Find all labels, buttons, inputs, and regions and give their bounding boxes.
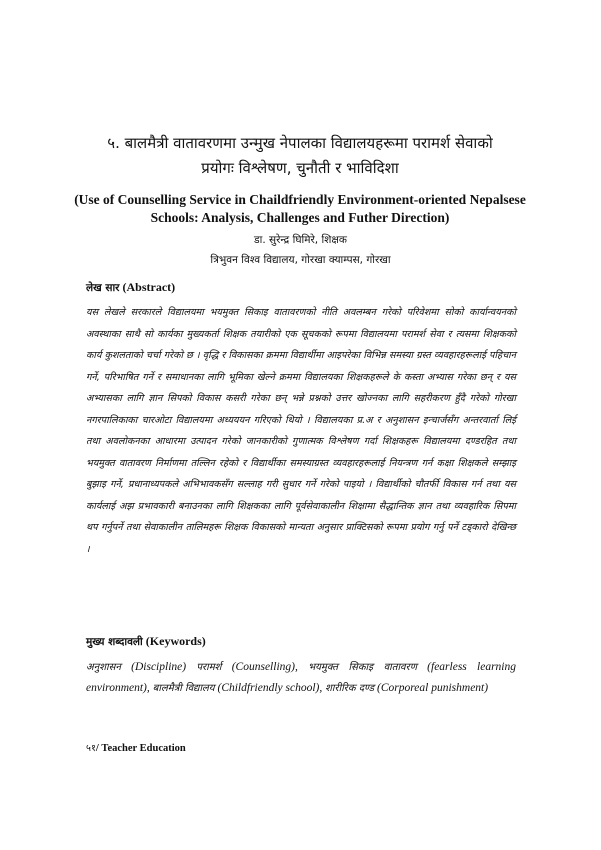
keyword-nepali: शारीरिक दण्ड — [325, 683, 375, 694]
author-name: डा. सुरेन्द्र घिमिरे, शिक्षक — [254, 234, 347, 246]
keywords-heading — [86, 633, 206, 650]
keywords-heading-english: (Keywords) — [145, 634, 206, 648]
keyword-english: (Counselling), — [231, 661, 298, 673]
keyword-nepali: अनुशासन — [86, 662, 121, 673]
keyword-english: (Childfriendly school), — [217, 682, 323, 694]
keyword-english: (fearless learning environment), — [86, 661, 516, 694]
abstract-heading-nepali: लेख सार — [86, 282, 120, 294]
title-english-line-1: (Use of Counselling Service in Chaildfriendly Environment-oriented Nepalsese — [74, 192, 526, 207]
author-affiliation: त्रिभुवन विश्व विद्यालय, गोरखा क्याम्पस, गोरखा — [210, 254, 391, 266]
article-title-english — [70, 191, 530, 227]
page-footer — [86, 741, 186, 754]
keyword-nepali: भयमुक्त सिकाइ वातावरण — [308, 662, 417, 673]
title-english-line-2: Schools: Analysis, Challenges and Futher Direction) — [150, 210, 450, 225]
title-nepali-line-2: प्रयोगः विश्लेषण, चुनौती र भाविदिशा — [201, 159, 399, 177]
journal-name: / Teacher Education — [95, 743, 186, 754]
article-title-nepali — [60, 131, 540, 181]
keyword-english: (Discipline) — [131, 661, 187, 673]
keyword-english: (Corporeal punishment) — [377, 682, 489, 694]
keywords-heading-nepali: मुख्य शब्दावली — [86, 636, 143, 648]
keyword-nepali: परामर्श — [196, 662, 222, 673]
page-number: ५१ — [86, 743, 96, 754]
keywords-list — [86, 657, 516, 699]
abstract-body: यस लेखले सरकारले विद्यालयमा भयमुक्त सिकाइ वातावरणको नीति अवलम्बन गरेको परिवेशमा सोको कार्यान्वयनको अवस्थाका साथै सो कार्यका मुख्यकर्ता शिक्षक तयारीको एक सूचकको रूपमा विद्यालयमा परामर्श सेवा र त्यसमा शिक्षकको कार्य कुशलताको चर्चा गरेको छ । वृद्धि र विकासका क्रममा विद्यार्थीमा आइपरेका विभिन्न समस्या ग्रस्त व्यवहारहरूलाई पहिचान गर्ने, परिभाषित गर्ने र समाधानका लागि भूमिका खेल्ने क्रममा विद्यालयका शिक्षकहरूले के कस्ता अभ्यास गरेका छन् र यस अभ्यासका लागि ज्ञान सिपको विकास कसरी गरेका छन् भन्ने प्रश्नको उत्तर खोज्नका लागि सहरीकरण हुँदै गरेको गोरखा नगरपालिकाका चारओटा विद्यालयमा अध्यययन गरिएको थियो । विद्यालयका प्र.अ र अनुशासन इन्चार्जसँग अन्तरवार्ता लिई तथा अवलोकनका आधारमा उत्पादन गरेको जानकारीको गुणात्मक विश्लेषण गर्दा शिक्षकहरू विद्यालयमा दण्डरहित तथा भयमुक्त वातावरण निर्माणमा तल्लिन रहेको र विद्यार्थीका समस्याग्रस्त व्यवहारहरूलाई नियन्त्रण गर्न कक्षा शिक्षकले सम्झाइ बुझाइ गर्ने, प्रधानाध्यपकले अभिभावकसँग सल्लाह गरी सुधार गर्ने गरेको पाइयो । विद्यार्थीको चौतर्फी विकास गर्न तथा यस कार्यलाई अझ प्रभावकारी बनाउनका लागि शिक्षकका लागि पूर्वसेवाकालीन शिक्षामा सैद्धान्तिक ज्ञान तथा व्यवहारिक सिपमा थप गर्नुपर्ने तथा सेवाकालीन तालिमहरू शिक्षक विकासको मान्यता अनुसार प्राक्टिसको रूपमा प्रयोग गर्नु पर्ने टड्कारो देखिन्छ । — [86, 307, 516, 555]
title-nepali-line-1: ५. बालमैत्री वातावरणमा उन्मुख नेपालका विद्यालयहरूमा परामर्श सेवाको — [107, 134, 493, 152]
keyword-nepali: बालमैत्री विद्यालय — [152, 683, 215, 694]
abstract-heading — [86, 279, 175, 296]
abstract-heading-english: (Abstract) — [122, 280, 176, 294]
